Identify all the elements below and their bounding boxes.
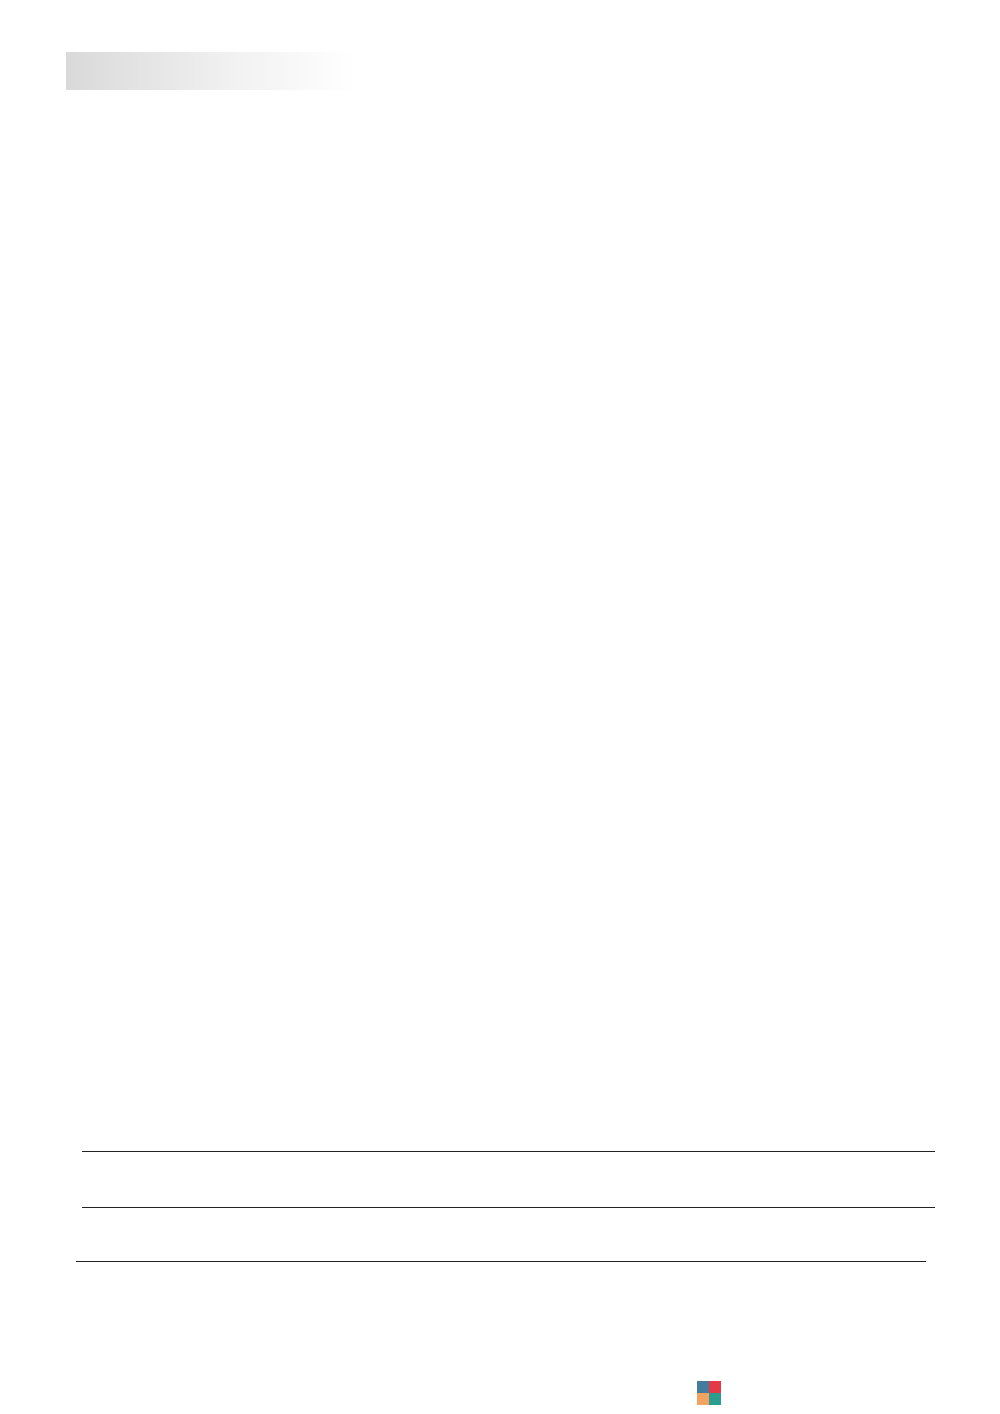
border-bottom <box>0 1374 1000 1414</box>
border-left <box>0 0 40 1414</box>
answer-2-input[interactable] <box>82 1151 935 1152</box>
border-top <box>0 0 1000 40</box>
footer-logo <box>697 1378 724 1409</box>
answer-4-input[interactable] <box>76 1261 926 1262</box>
answer-3-row <box>50 1176 935 1212</box>
border-right <box>955 0 995 1414</box>
answer-2-row <box>50 1120 935 1156</box>
logo-mark-icon <box>697 1381 721 1405</box>
answer-4-row <box>50 1230 926 1266</box>
answer-3-input[interactable] <box>82 1207 935 1208</box>
title-background <box>66 52 356 90</box>
